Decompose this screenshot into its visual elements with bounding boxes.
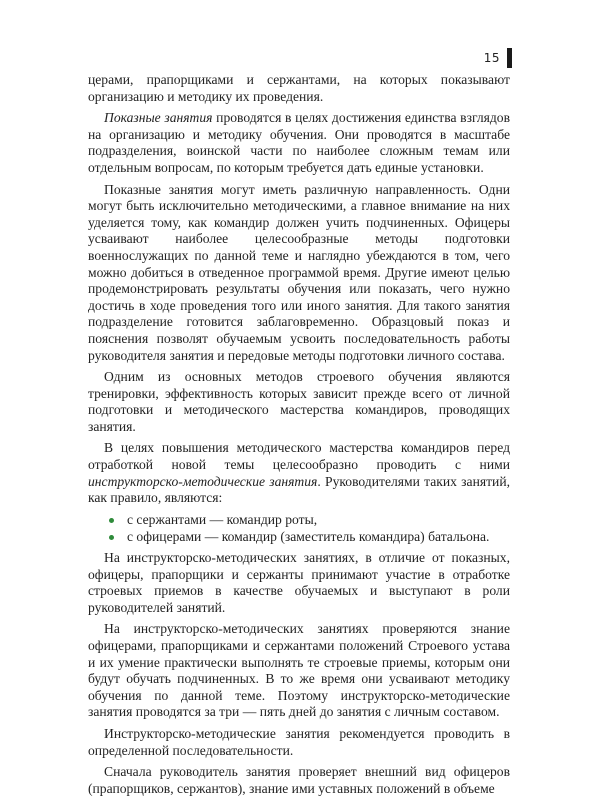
page-number: 15: [483, 51, 500, 65]
paragraph-participation: На инструкторско-методических занятиях, в отличие от показных, офицеры, прапорщики и сержанты принимают участие в отработке строевых приемов в качестве обучаемых и выступают в роли руководителей занятий.: [88, 550, 510, 615]
list-item-text: с сержантами — командир роты,: [127, 511, 318, 527]
list-item: [88, 529, 510, 546]
paragraph-text: проводятся в целях достижения единства взглядов на организацию и методику обучения. Они проводятся в масштабе подразделения, воинской части по наиболее сложным темам или отдельным вопросам, по которым требуется дать единые установки.: [88, 110, 511, 175]
list-item-text: с офицерами — командир (заместитель командира) батальона.: [127, 529, 490, 545]
paragraph-verification: На инструкторско-методических занятиях проверяются знание офицерами, прапорщиками и сержантами положений Строевого устава и их умение практически выполнять те строевые приемы, которым они будут обучать подчиненных. В то же время они усваивают методику обучения по данной теме. Поэтому инструкторско-методические занятия проводятся за три — пять дней до занятия с личным составом.: [88, 621, 510, 720]
term-instructor-classes: инструкторско-методические занятия: [88, 473, 318, 489]
paragraph-sequence: Инструкторско-методические занятия рекомендуется проводить в определенной последовательности.: [88, 725, 510, 758]
paragraph-text: В целях повышения методического мастерства командиров перед отработкой новой темы целесообразно проводить с ними: [88, 440, 510, 473]
bullet-icon: [109, 518, 114, 523]
paragraph-instructor-classes: [88, 440, 510, 506]
paragraph-continuation: церами, прапорщиками и сержантами, на которых показывают организацию и методику их проведения.: [88, 72, 510, 104]
page-number-bar: [507, 48, 512, 68]
paragraph-inspection: Сначала руководитель занятия проверяет внешний вид офицеров (прапорщиков, сержантов), знание ими уставных положений в объеме: [88, 764, 510, 796]
paragraph-training: Одним из основных методов строевого обучения являются тренировки, эффективность которых зависит прежде всего от личной подготовки и методического мастерства командиров, проводящих занятия.: [88, 369, 510, 434]
paragraph-directions: Показные занятия могут иметь различную направленность. Одни могут быть исключительно методическими, а главное внимание на них уделяется тому, как командир должен учить подчиненных. Офицеры усваивают наиболее целесообразные методы подготовки военнослужащих по данной теме и наглядно убеждаются в том, чего можно добиться в отведенное программой время. Другие имеют целью продемонстрировать результаты обучения или показать, чего нужно достичь в ходе проведения того или иного занятия. Для такого занятия подразделение готовится заблаговременно. Образцовый показ и пояснения позволят обучаемым усвоить последовательность работы руководителя занятия и передовые методы подготовки личного состава.: [88, 181, 510, 363]
bullet-icon: [109, 535, 114, 540]
paragraph-demonstration-classes: [88, 110, 510, 176]
paragraph-text: . Руководителями таких занятий, как правило, являются:: [88, 473, 511, 506]
term-demonstration-classes: Показные занятия: [104, 110, 213, 126]
leaders-list: [88, 512, 510, 546]
page-folio: [484, 48, 512, 68]
body-text: [88, 72, 510, 802]
list-item: [88, 512, 510, 529]
